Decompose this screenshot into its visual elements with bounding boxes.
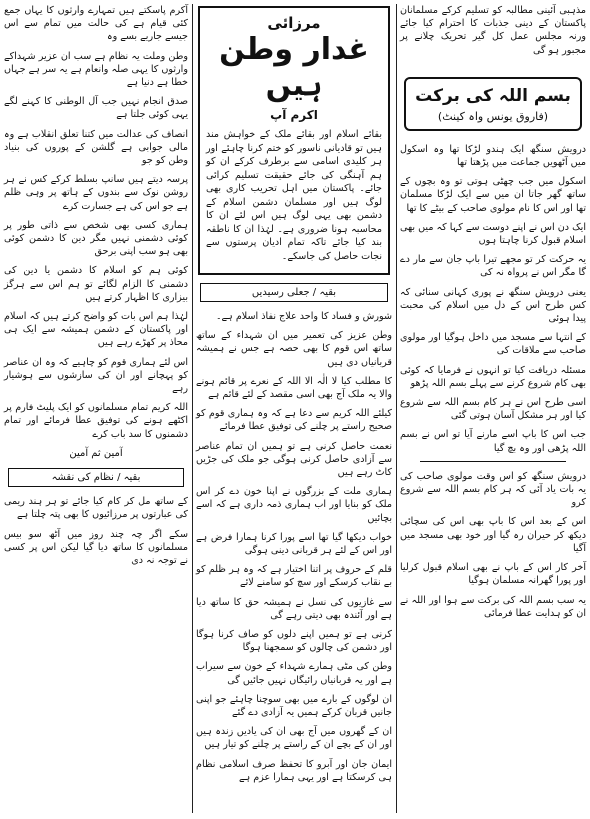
right-paragraph: اس کے بعد اس کا باپ بھی اس کی سچائی دیکھ کر حیران رہ گیا اور خود بھی مسجد میں آگیا [400,516,586,554]
middle-paragraph: ایمان جان اور آبرو کا تحفظ صرف اسلامی نظام ہی کرسکتا ہے اور یہی ہمارا عزم ہے [196,758,392,783]
left-paragraph: وطن وملت یہ نظام ہے سب ان عزیر شہداکے وارثوں کا یہی صلہ وانعام ہے یہ سر ہے جہاں خطا ہے دنیا ہے [4,50,188,89]
right-paragraph: کے انتہا سے مسجد میں داخل ہوگیا اور مولوی صاحب سے ملاقات کی [400,332,586,357]
right-paragraph: جب اس کا باپ اسے مارنے آیا تو اس نے بسم اللہ پڑھی اور وہ بچ گیا [400,429,586,454]
left-paragraph: آکرم پاسکتے ہیں تمہارے وارثوں کا یہاں جمع کئی قیام ہے کی حالت میں تمام سے اس جیسے جاریے بسے وہ [4,5,188,43]
intro-paragraph: بقائے اسلام اور بقائے ملک کے خواہش مند ہیں تو قادیانی ناسور کو ختم کرنا چاہئے اور ہر کلیدی اسامی سے برطرف کرکے ان کو ہم آہنگی کی جائے حقیقت تسلیم کرائی جائے۔ پاکستان میں اہل تحریب کاری بھی لوگ ہیں اور مسلمان دشمن اسلام کے دشمن بھی یہی لوگ ہیں اس لئے ان کا محاسبہ ہونا ضروری ہے۔ لہٰذا ان کا ناطقہ بند کیا جائے تاکہ تمام ادیان پرستوں سے نجات حاصل کی جاسکے۔ [206,129,382,262]
middle-paragraph: ہماری ملت کے بزرگوں نے اپنا خون دے کر اس ملک کو بنایا اور اب ہماری ذمہ داری ہے کہ اسے بچائیں [196,486,392,524]
right-paragraph: اسکول میں جب چھٹی ہوتی تو وہ بچوں کے ساتھ گھر جاتا ان میں سے ایک لڑکا مسلمان تھا اور اس کا نام مولوی صاحب کے بیٹے کا تھا [400,176,586,214]
middle-paragraph: وطن کی مٹی ہمارے شہداء کے خون سے سیراب ہے اور یہ قربانیاں رائیگاں نہیں جائیں گی [196,661,392,686]
column-divider-right [396,4,397,813]
right-paragraph: آخر کار اس کے باپ نے بھی اسلام قبول کرلیا اور پورا گھرانہ مسلمان ہوگیا [400,562,586,587]
paragraph-separator [420,461,566,462]
right-column [400,4,586,626]
left-paragraph: انصاف کی عدالت میں کتنا تعلق انقلاب ہے وہ مالی جوابی ہے گلشن کے پوروں کی بنیاد وطن کو جو [4,128,188,167]
byline: اکرم آپ [270,108,318,122]
middle-paragraph: ان لوگوں کے بارے میں بھی سوچنا چاہئے جو اپنی جانیں قربان کرکے ہمیں یہ آزادی دے گئے [196,693,392,719]
left-paragraph: کے ساتھ مل کر کام کیا جائے تو ہر ہند ریمی کی عبارتوں پر مرزائیوں کا بھی پتہ چلتا ہے [4,496,188,521]
middle-paragraph: شورش و فساد کا واحد علاج نفاذ اسلام ہے۔ [215,311,392,322]
column-divider-left [192,4,193,813]
middle-paragraph: کا مطلب کیا لا الٰہ الا اللہ کے نعرے پر قائم ہونے والا یہ ملک آج بھی اسی مقصد کے لئے قائم ہے [196,375,392,401]
middle-paragraph: خواب دیکھا گیا تھا اسے پورا کرنا ہمارا فرض ہے اور اس کے لئے ہر قربانی دینی ہوگی [196,531,392,557]
left-section-head: بقیہ / نظام کی نقشہ [8,468,184,487]
amen-line: آمین ثم آمین [69,447,123,459]
left-paragraph: پرسہ دیتے ہیں سانپ بسلط کرکے کس نے ہر روشن نوک سے بندوں کے ہاتھ پر وہی ظلم ہے جو اس کی ہے جسارت کرے [4,174,188,212]
left-paragraph: کوئی ہم کو اسلام کا دشمن یا دین کی دشمنی کا الزام لگائے تو ہم اس سے ہرگز بیزاری کا اظہار کرتے ہیں [4,265,188,303]
middle-paragraph: ان کے گھروں میں آج بھی ان کی یادیں زندہ ہیں اور ان کے بچے ان کے راستے پر چلنے کو تیار ہیں [196,726,392,751]
right-paragraph: یعنی درویش سنگھ نے پوری کہانی سنائی کہ کس طرح اس کے دل میں اسلام کی محبت پیدا ہوئی [400,286,586,325]
headline-kicker: مرزائی [267,14,321,32]
headline-box [198,6,390,275]
middle-paragraph: کیلئے اللہ کریم سے دعا ہے کہ وہ ہماری قوم کو صحیح راستے پر چلنے کی توفیق عطا فرمائے [196,408,392,433]
middle-section-head: بقیہ / جعلی رسیدیں [200,283,388,302]
right-paragraph: درویش سنگھ ایک ہندو لڑکا تھا وہ اسکول میں آٹھویں جماعت میں پڑھتا تھا [400,143,586,169]
left-column [4,4,188,573]
middle-paragraph: کرنی ہے تو ہمیں اپنے دلوں کو صاف کرنا ہوگا اور دشمن کی چالوں کو سمجھنا ہوگا [196,629,392,654]
right-top-paragraph: مذہبی آئینی مطالبہ کو تسلیم کرکے مسلمانان پاکستان کے دینی جذبات کا احترام کیا جائے ورنہ مجلس عمل کل گیر تحریک چلانے پر مجبور ہو گی [400,5,586,56]
right-paragraph: ایک دن اس نے اپنے دوست سے کہا کہ میں بھی اسلام قبول کرنا چاہتا ہوں [399,221,586,247]
article-title-box [404,77,582,131]
middle-paragraph: نعمت حاصل کرنی ہے تو ہمیں ان تمام عناصر سے آزادی حاصل کرنی ہوگی جو ملک کی جڑیں کاٹ رہے ہیں [196,440,392,479]
right-paragraph: درویش سنگھ کو اس وقت مولوی صاحب کی یہ بات یاد آئی کہ ہر کام بسم اللہ سے شروع کرو [400,470,586,509]
left-paragraph: صدق انجام نہیں جب آل الوطنی کا کہنے لگے یہی کوئی جلتا ہے [4,96,188,121]
left-paragraph: سکے اگر چہ چند روز میں آٹھ سو بیس مسلمانوں کا ساتھ دیا گیا لیکن اس پر کسی نے توجہ نہ دی [4,528,188,566]
middle-paragraph: قلم کے حروف پر اتنا اختیار ہے کہ وہ ہر ظلم کو بے نقاب کرسکے اور سچ کو سامنے لائے [196,564,392,589]
left-paragraph: لہٰذا ہم اس بات کو واضح کرتے ہیں کہ اسلام اور پاکستان کے دشمن ہمیشہ سے ایک ہی محاذ پر کھڑے رہے ہیں [4,311,188,349]
right-paragraph: مسئلہ دریافت کیا تو انہوں نے فرمایا کہ کوئی بھی کام شروع کرنے سے پہلے بسم اللہ پڑھو [400,364,586,389]
headline: غدار وطن ہیں [219,32,369,103]
article-title: بسم اللہ کی برکت [415,85,571,106]
right-paragraph: اسی طرح اس نے ہر کام بسم اللہ سے شروع کیا اور ہر مشکل آسان ہوتی گئی [400,397,586,422]
left-paragraph: اللہ کریم تمام مسلمانوں کو ایک پلیٹ فارم پر اکٹھے ہونے کی توفیق عطا فرمائے اور تمام دشمنوں کا سد باب کرے [4,402,188,440]
middle-paragraph: سے غازیوں کی نسل نے ہمیشہ حق کا ساتھ دیا ہے اور آئندہ بھی دیتی رہے گی [196,596,392,621]
left-paragraph: اس لئے ہماری قوم کو چاہیے کہ وہ ان عناصر کو پہچانے اور ان کی سازشوں سے ہوشیار رہے [4,356,188,395]
middle-paragraph: وطن عزیز کی تعمیر میں ان شہداء کے ساتھ ساتھ اس قوم کا بھی حصہ ہے جس نے ہمیشہ قربانیاں دی ہیں [196,330,392,368]
middle-column [196,4,392,790]
article-author: (فاروق یونس واہ کینٹ) [437,109,549,123]
right-paragraph: یہ حرکت کر تو مجھے تیرا باپ جان سے مار دے گا مگر اس نے پرواہ نہ کی [400,254,586,279]
right-paragraph: یہ سب بسم اللہ کی برکت سے ہوا اور اللہ نے ان کو ہدایت عطا فرمائی [400,594,586,619]
left-paragraph: ہماری کسی بھی شخص سے ذاتی طور پر کوئی دشمنی نہیں مگر دین کا دشمن کوئی بھی ہو سب اپنی برحق [4,219,188,258]
